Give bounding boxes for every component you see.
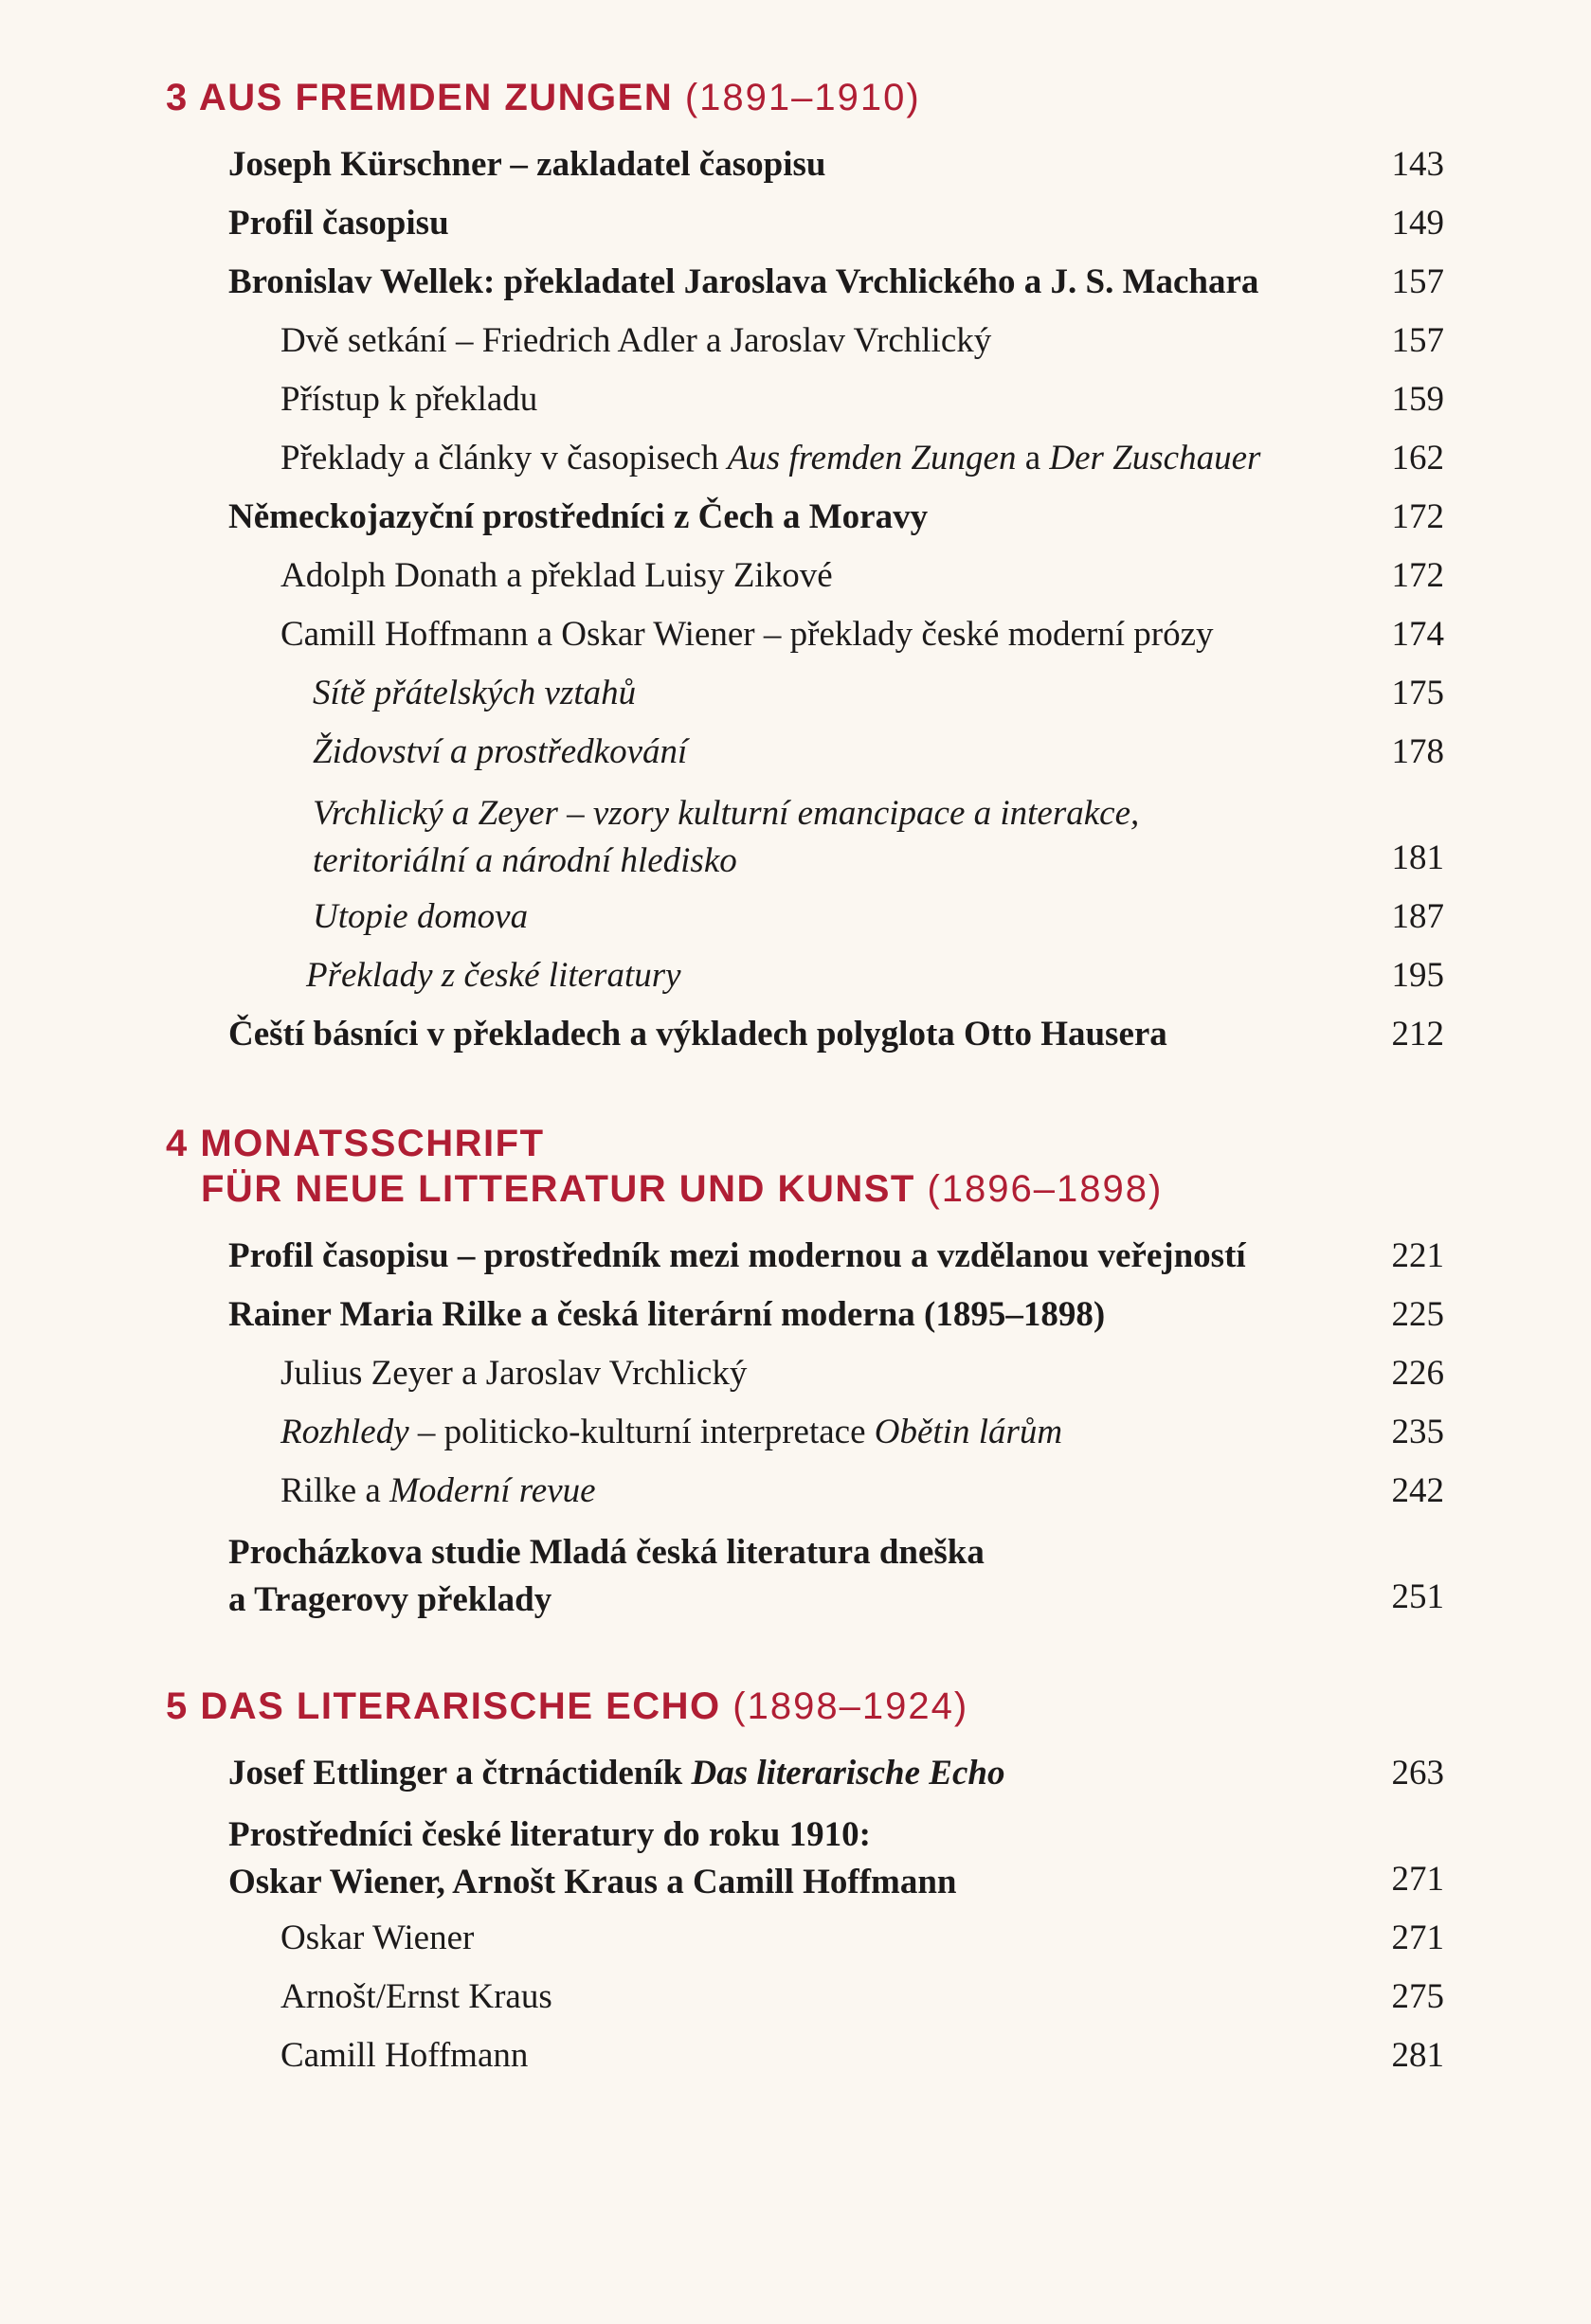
toc-entry[interactable] [0, 1014, 1591, 1071]
toc-entry-page: 172 [1391, 556, 1444, 595]
toc-entry-title: Sítě přátelských vztahů [313, 674, 637, 712]
toc-entry-title: Adolph Donath a překlad Luisy Zikové [280, 556, 833, 595]
toc-entry-title [280, 1470, 596, 1512]
toc-entry[interactable] [0, 438, 1591, 495]
toc-entry-title: Dvě setkání – Friedrich Adler a Jaroslav Vrchlický [280, 321, 992, 360]
toc-entry-title-line: a Tragerovy překlady [228, 1580, 552, 1619]
toc-entry-title: Překlady z české literatury [306, 956, 681, 995]
toc-entry-title-part: Překlady a články v časopisech [280, 439, 728, 477]
periodical-title: Der Zuschauer [1049, 439, 1261, 477]
work-title: Obětin lárům [874, 1413, 1063, 1451]
toc-entry[interactable] [0, 1811, 1591, 1916]
toc-entry-page: 178 [1391, 732, 1444, 771]
toc-entry[interactable] [0, 673, 1591, 730]
toc-entry-title-part: Josef Ettlinger a čtrnáctideník [228, 1754, 692, 1793]
toc-entry-page: 251 [1391, 1577, 1444, 1616]
toc-entry-title: Rainer Maria Rilke a česká literární moderna (1895–1898) [228, 1295, 1106, 1334]
toc-entry-title [228, 1811, 1271, 1906]
toc-entry-title [228, 1753, 1004, 1794]
toc-entry-page: 275 [1391, 1977, 1444, 2016]
toc-entry[interactable] [0, 1529, 1591, 1633]
toc-entry-page: 225 [1391, 1295, 1444, 1334]
toc-entry[interactable] [0, 955, 1591, 1012]
toc-entry-page: 281 [1391, 2036, 1444, 2075]
toc-entry[interactable] [0, 144, 1591, 201]
toc-entry-title [280, 438, 1260, 479]
toc-entry-title: Bronislav Wellek: překladatel Jaroslava Vrchlického a J. S. Machara [228, 262, 1259, 301]
chapter-title-text: 5 DAS LITERARISCHE ECHO [166, 1685, 721, 1727]
toc-entry[interactable] [0, 203, 1591, 260]
toc-entry-title: Joseph Kürschner – zakladatel časopisu [228, 145, 826, 184]
toc-entry-page: 162 [1391, 439, 1444, 477]
toc-entry-title [228, 1529, 1271, 1624]
toc-entry-page: 226 [1391, 1354, 1444, 1393]
toc-entry-title-line: Oskar Wiener, Arnošt Kraus a Camill Hoffmann [228, 1863, 957, 1901]
toc-entry[interactable] [0, 1412, 1591, 1468]
toc-entry-title: Utopie domova [313, 897, 529, 936]
toc-entry[interactable] [0, 614, 1591, 671]
chapter-title [166, 1684, 968, 1728]
toc-entry-title: Profil časopisu [228, 204, 449, 243]
chapter-title [166, 76, 921, 119]
toc-entry-title-part: a [1016, 439, 1050, 477]
toc-entry-page: 159 [1391, 380, 1444, 419]
toc-entry-page: 181 [1391, 838, 1444, 877]
toc-entry-title: Židovství a prostředkování [313, 732, 688, 771]
toc-entry-page: 175 [1391, 674, 1444, 712]
chapter-title-text: 3 AUS FREMDEN ZUNGEN [166, 77, 674, 118]
toc-entry-page: 212 [1391, 1015, 1444, 1054]
toc-entry-title-part: – politicko-kulturní interpretace [408, 1413, 875, 1451]
toc-entry-title: Čeští básníci v překladech a výkladech polyglota Otto Hausera [228, 1015, 1167, 1054]
toc-entry-title: Camill Hoffmann a Oskar Wiener – překlady české moderní prózy [280, 615, 1214, 654]
toc-entry-title-part: Rilke a [280, 1471, 390, 1510]
toc-entry[interactable] [0, 1470, 1591, 1527]
toc-entry-title: Camill Hoffmann [280, 2036, 529, 2075]
toc-entry[interactable] [0, 379, 1591, 436]
chapter-title-text: FÜR NEUE LITTERATUR UND KUNST [201, 1168, 915, 1210]
toc-entry-title [280, 1412, 1062, 1453]
toc-entry-page: 157 [1391, 262, 1444, 301]
toc-entry-page: 157 [1391, 321, 1444, 360]
toc-entry-title: Arnošt/Ernst Kraus [280, 1977, 552, 2016]
toc-entry[interactable] [0, 1918, 1591, 1974]
periodical-title: Aus fremden Zungen [727, 439, 1017, 477]
toc-entry-page: 195 [1391, 956, 1444, 995]
toc-entry-title: Profil časopisu – prostředník mezi modernou a vzdělanou veřejností [228, 1236, 1246, 1275]
toc-entry-page: 149 [1391, 204, 1444, 243]
toc-entry-page: 187 [1391, 897, 1444, 936]
toc-entry-title [313, 790, 1260, 885]
toc-entry[interactable] [0, 731, 1591, 788]
toc-entry[interactable] [0, 1353, 1591, 1410]
toc-entry-title: Julius Zeyer a Jaroslav Vrchlický [280, 1354, 748, 1393]
toc-entry-page: 235 [1391, 1413, 1444, 1451]
toc-entry[interactable] [0, 261, 1591, 318]
chapter-title-text: 4 MONATSSCHRIFT [166, 1123, 545, 1164]
periodical-title: Rozhledy [280, 1413, 409, 1451]
toc-entry[interactable] [0, 1976, 1591, 2033]
toc-entry-title-line: teritoriální a národní hledisko [313, 841, 737, 880]
chapter-years: (1896–1898) [927, 1168, 1164, 1210]
toc-entry-title: Německojazyční prostředníci z Čech a Moravy [228, 497, 929, 536]
periodical-title: Das literarische Echo [691, 1754, 1005, 1793]
toc-entry[interactable] [0, 2035, 1591, 2092]
toc-entry-page: 172 [1391, 497, 1444, 536]
toc-entry-page: 271 [1391, 1919, 1444, 1957]
toc-entry-page: 143 [1391, 145, 1444, 184]
toc-entry-page: 174 [1391, 615, 1444, 654]
chapter-years: (1891–1910) [684, 77, 921, 118]
toc-entry-page: 263 [1391, 1754, 1444, 1793]
toc-entry[interactable] [0, 320, 1591, 377]
chapter-years: (1898–1924) [732, 1685, 969, 1727]
toc-entry-title-line: Vrchlický a Zeyer – vzory kulturní emancipace a interakce, [313, 794, 1140, 833]
toc-entry-title: Oskar Wiener [280, 1919, 475, 1957]
toc-entry[interactable] [0, 1753, 1591, 1810]
chapter-title [201, 1167, 1163, 1211]
toc-entry-page: 221 [1391, 1236, 1444, 1275]
chapter-title [166, 1122, 545, 1165]
toc-entry[interactable] [0, 790, 1591, 894]
toc-entry[interactable] [0, 555, 1591, 612]
toc-entry-title-line: Prostředníci české literatury do roku 1910: [228, 1815, 871, 1854]
toc-entry-page: 242 [1391, 1471, 1444, 1510]
toc-entry[interactable] [0, 496, 1591, 553]
toc-entry-title-line: Procházkova studie Mladá česká literatura dneška [228, 1533, 985, 1572]
toc-entry[interactable] [0, 896, 1591, 953]
toc-entry-title: Přístup k překladu [280, 380, 538, 419]
toc-entry[interactable] [0, 1235, 1591, 1292]
toc-entry[interactable] [0, 1294, 1591, 1351]
periodical-title: Moderní revue [389, 1471, 596, 1510]
toc-entry-page: 271 [1391, 1860, 1444, 1899]
